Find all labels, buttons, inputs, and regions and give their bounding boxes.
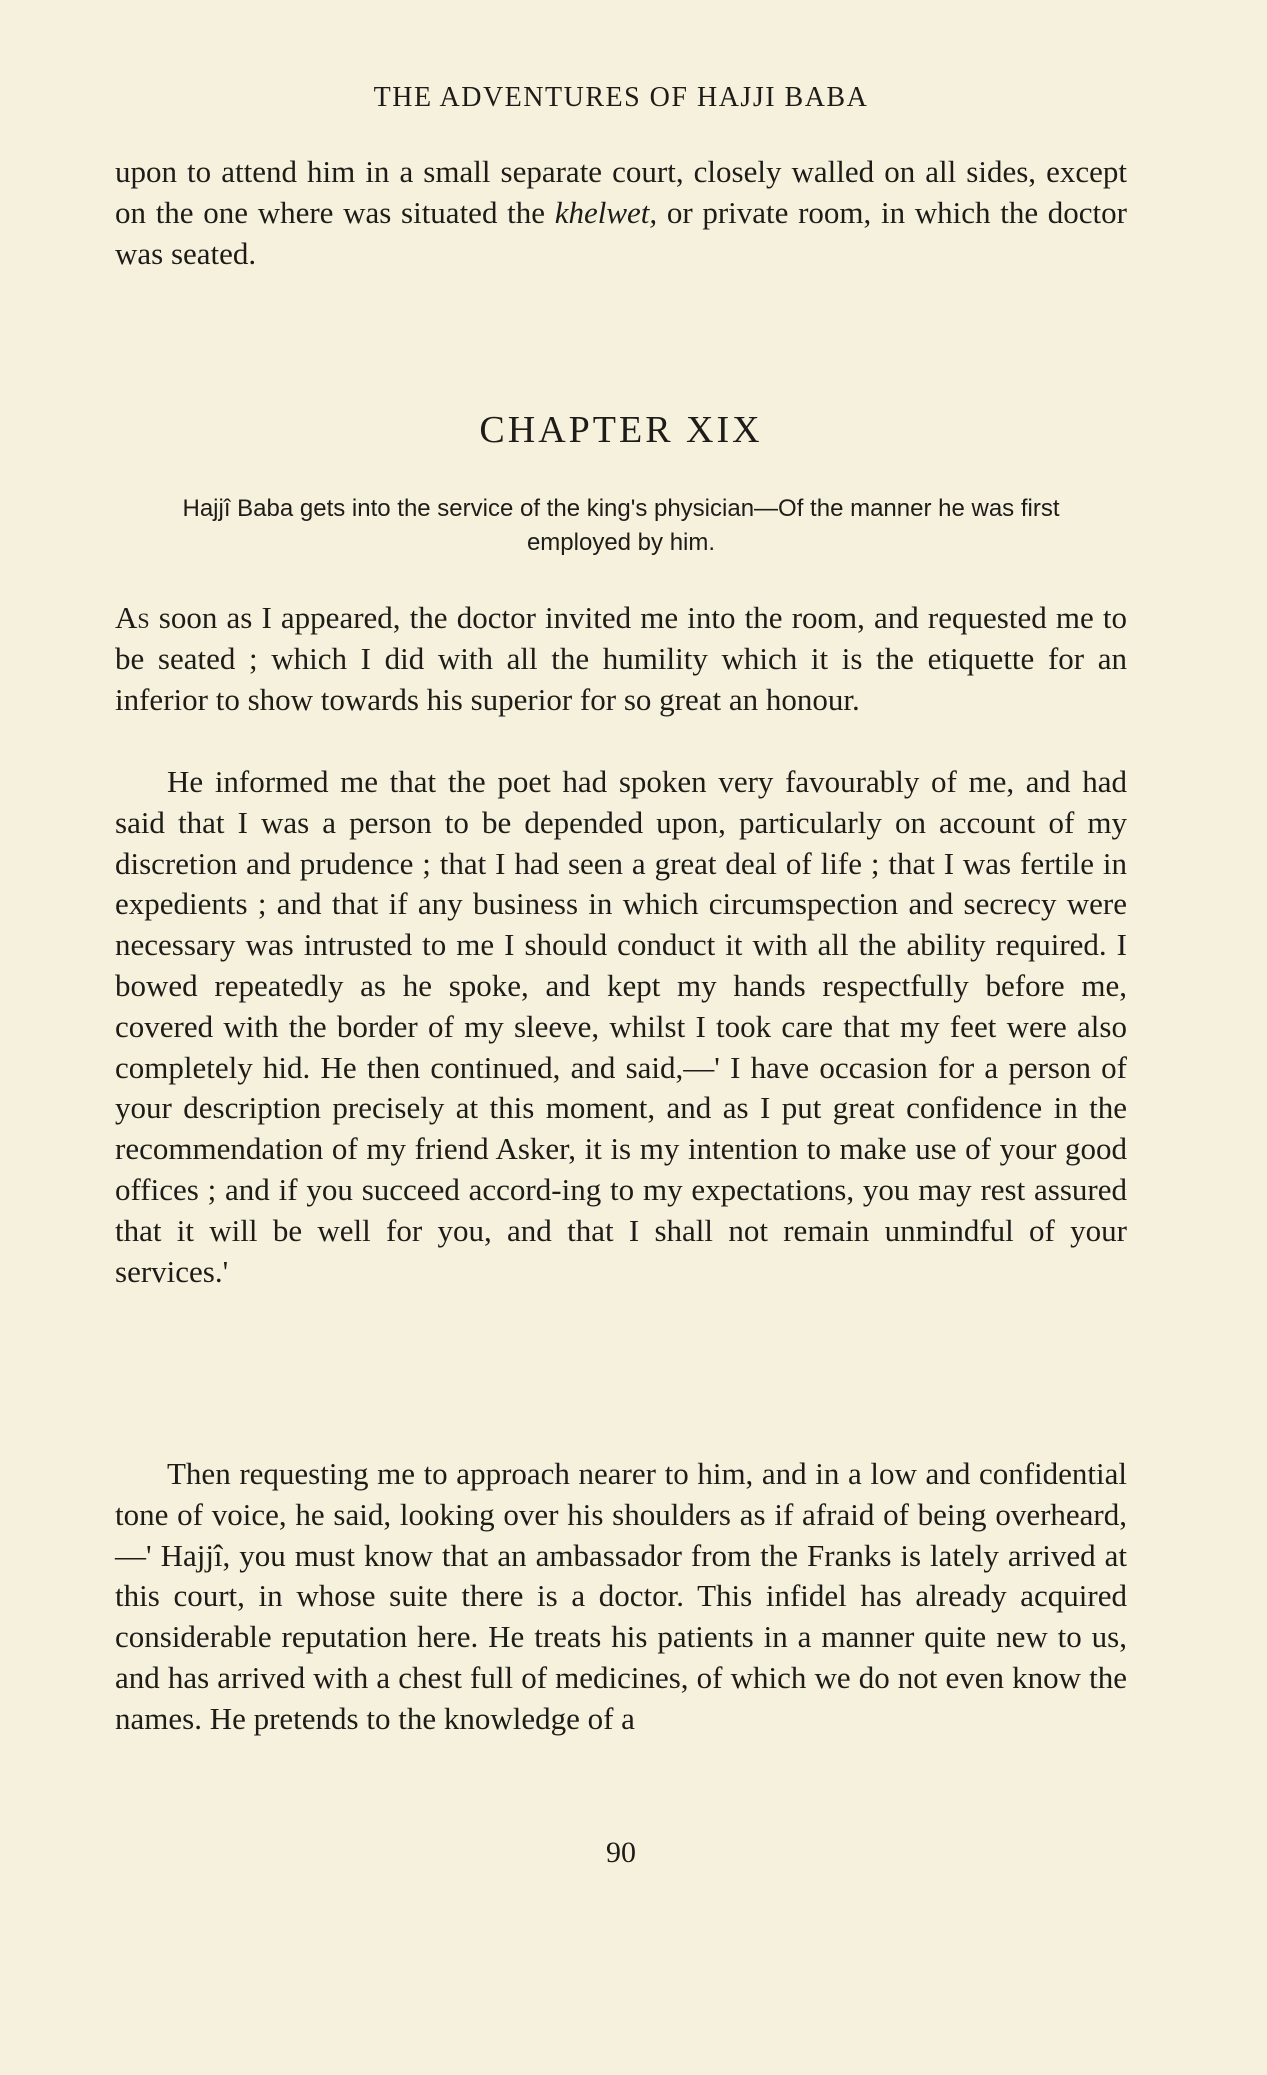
chapter-summary: Hajjî Baba gets into the service of the king's physician—Of the manner he was first employed by him. [182, 495, 1060, 556]
paragraph-second: He informed me that the poet had spoken very favourably of me, and had said that I was a person to be depended upon, particularly on account of my discretion and prudence ; that I had seen a great deal of life ; that I was fertile in expedients ; and that if any business in which circumspection and secrecy were necessary was intrusted to me I should conduct it with all the ability required. I bowed repeatedly as he spoke, and kept my hands respectfully before me, covered with the border of my sleeve, whilst I took care that my feet were also completely hid. He then continued, and said,—' I have occasion for a person of your description precisely at this moment, and as I put great confidence in the recommendation of my friend Asker, it is my intention to make use of your good offices ; and if you succeed accord-ing to my expectations, you may rest assured that it will be well for you, and that I shall not remain unmindful of your services.' [115, 764, 1127, 1289]
running-head: THE ADVENTURES OF HAJJI BABA [373, 82, 869, 113]
chapter-title: CHAPTER XIX [479, 409, 763, 451]
intro-text-after: or private room, in which the doctor was seated. [115, 194, 1127, 271]
italic-term: khelwet, [554, 194, 658, 230]
page-number: 90 [606, 1836, 636, 1869]
paragraph-first [115, 598, 1127, 720]
paragraph-first-text: soon as I appeared, the doctor invited me into the room, and requested me to be seated ; which I did with all the humility which it is the etiquette for an inferior to show towards his superior for so great an honour. [115, 600, 1127, 717]
paragraph-opening-word: As [115, 600, 150, 635]
paragraph-third: Then requesting me to approach nearer to him, and in a low and confidential tone of voice, he said, looking over his shoulders as if afraid of being overheard,—' Hajjî, you must know that an ambassador from the Franks is lately arrived at this court, in whose suite there is a doctor. This infidel has already acquired considerable reputation here. He treats his patients in a manner quite new to us, and has arrived with a chest full of medicines, of which we do not even know the names. He pretends to the knowledge of a [115, 1456, 1127, 1736]
intro-text-before: upon to attend him in a small separate court, closely walled on all sides, except on the one where was situated the [115, 154, 1127, 230]
intro-paragraph [115, 152, 1127, 274]
